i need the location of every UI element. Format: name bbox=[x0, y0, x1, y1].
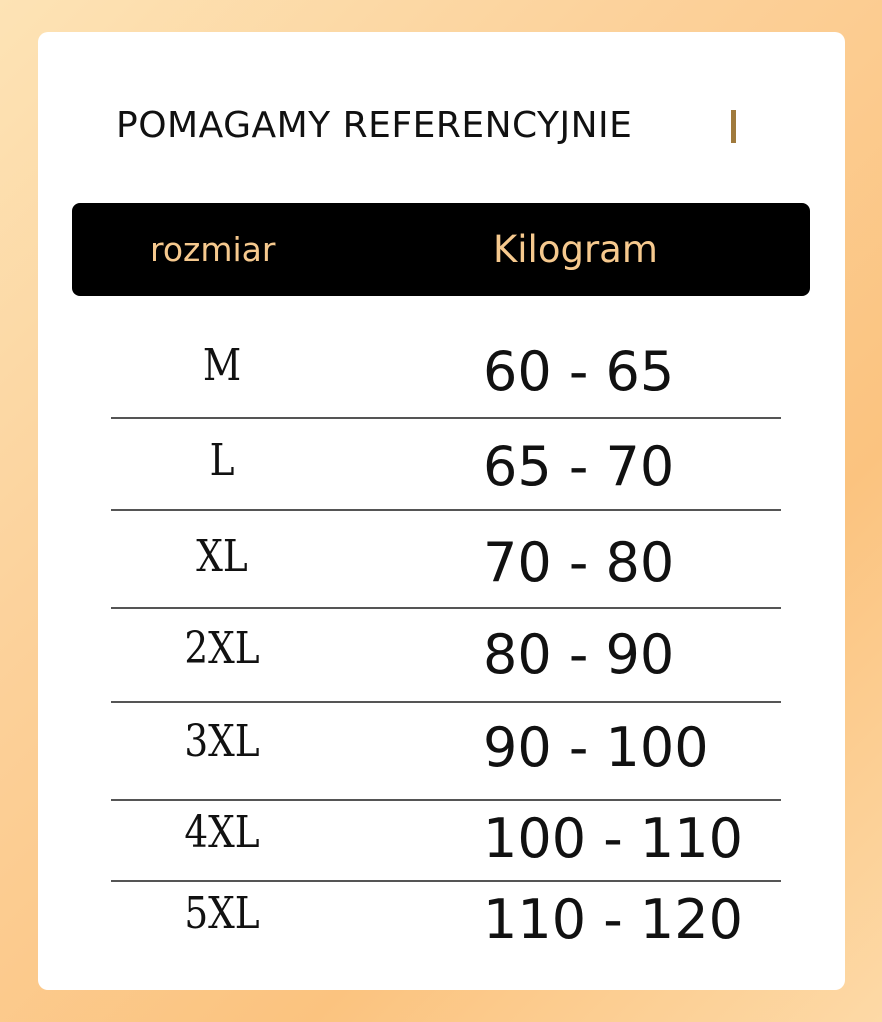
weight-cell: 65 - 70 bbox=[483, 435, 675, 498]
size-cell: 4XL bbox=[184, 807, 260, 858]
size-chart-card bbox=[38, 32, 845, 990]
size-cell: 2XL bbox=[184, 623, 260, 674]
row-divider bbox=[111, 701, 781, 703]
row-divider bbox=[111, 799, 781, 801]
size-cell: M bbox=[202, 340, 242, 391]
size-cell: L bbox=[209, 435, 235, 486]
title-accent-bar bbox=[731, 110, 736, 143]
chart-title: POMAGAMY REFERENCYJNIE bbox=[116, 105, 633, 146]
row-divider bbox=[111, 880, 781, 882]
weight-cell: 80 - 90 bbox=[483, 623, 675, 686]
column-header-weight: Kilogram bbox=[493, 228, 658, 271]
size-cell: XL bbox=[196, 531, 248, 582]
row-divider bbox=[111, 509, 781, 511]
row-divider bbox=[111, 417, 781, 419]
size-cell: 5XL bbox=[184, 888, 260, 939]
weight-cell: 110 - 120 bbox=[483, 888, 743, 951]
column-header-size: rozmiar bbox=[150, 230, 276, 269]
row-divider bbox=[111, 607, 781, 609]
weight-cell: 60 - 65 bbox=[483, 340, 675, 403]
weight-cell: 100 - 110 bbox=[483, 807, 743, 870]
weight-cell: 90 - 100 bbox=[483, 716, 709, 779]
size-cell: 3XL bbox=[184, 716, 260, 767]
weight-cell: 70 - 80 bbox=[483, 531, 675, 594]
table-header bbox=[72, 203, 810, 296]
